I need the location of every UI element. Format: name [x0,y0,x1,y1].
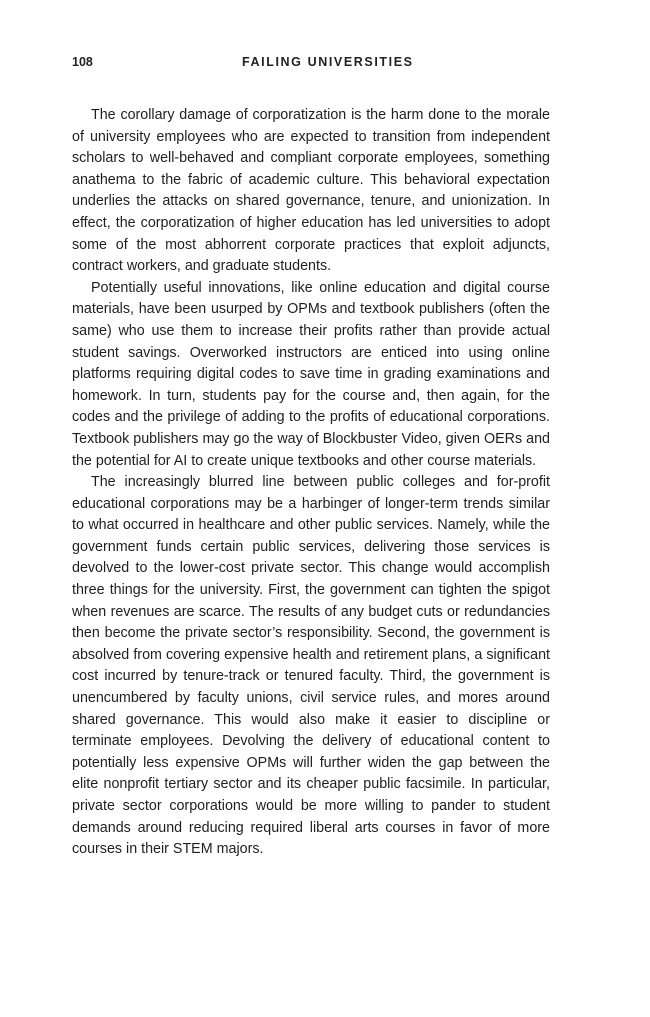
running-head [72,52,550,72]
running-title: FAILING UNIVERSITIES [242,55,414,69]
paragraph: The increasingly blurred line between public colleges and for-profit educational corporations may be a harbinger of longer-term trends similar to what occurred in healthcare and other public services. Namely, while the government funds certain public services, delivering those services is devolved to the lower-cost private sector. This change would accomplish three things for the university. First, the government can tighten the spigot when revenues are scarce. The results of any budget cuts or redundancies then become the private sector’s responsibility. Second, the government is absolved from covering expensive health and retirement plans, a significant cost incurred by tenure-track or tenured faculty. Third, the government is unencumbered by faculty unions, civil service rules, and mores around shared governance. This would also make it easier to discipline or terminate employees. Devolving the delivery of educational content to potentially less expensive OPMs will further widen the gap between the elite nonprofit tertiary sector and its cheaper public facsimile. In particular, private sector corporations would be more willing to pander to student demands around reducing required liberal arts courses in favor of more courses in their STEM majors. [72,474,550,858]
body-text [72,105,550,861]
paragraph: The corollary damage of corporatization is the harm done to the morale of university employees who are expected to transition from independent scholars to well-behaved and compliant corporate employees, something anathema to the fabric of academic culture. This behavioral expectation underlies the attacks on shared governance, tenure, and unionization. In effect, the corporatization of higher education has led universities to adopt some of the most abhorrent corporate practices that exploit adjuncts, contract workers, and graduate students. [72,107,550,275]
paragraph: Potentially useful innovations, like online education and digital course materials, have been usurped by OPMs and textbook publishers (often the same) who use them to increase their profits rather than provide actual student savings. Overworked instructors are enticed into using online platforms requiring digital codes to save time in grading examinations and homework. In turn, students pay for the course and, then again, for the codes and the privilege of adding to the profits of educational corporations. Textbook publishers may go the way of Blockbuster Video, given OERs and the potential for AI to create unique textbooks and other course materials. [72,279,550,469]
page-number: 108 [72,55,93,69]
